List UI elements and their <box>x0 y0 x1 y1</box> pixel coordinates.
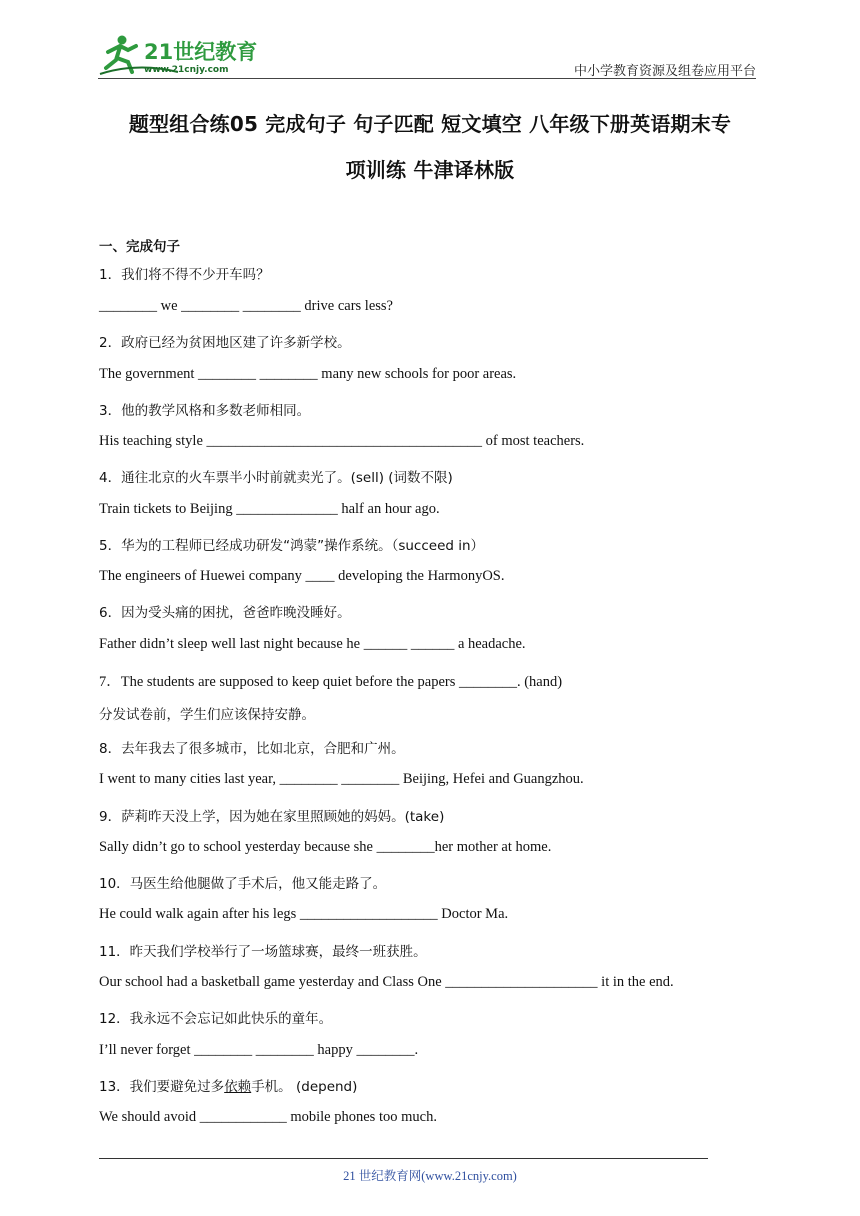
question-4-english: Train tickets to Beijing ______________ half an hour ago. <box>99 501 440 517</box>
question-7-english: 7．The students are supposed to keep quiet before the papers ________. (hand) <box>99 674 563 690</box>
question-9-english: Sally didn’t go to school yesterday because she ________her mother at home. <box>99 839 552 855</box>
question-1-chinese: 1．我们将不得不少开车吗？ <box>99 267 270 283</box>
header-platform-name: 中小学教育资源及组卷应用平台 <box>573 64 756 79</box>
question-3-english: His teaching style ______________________________________ of most teachers. <box>99 433 585 449</box>
header-divider <box>98 78 756 79</box>
question-1-english: ________ we ________ ________ drive cars less? <box>99 298 393 314</box>
question-3-chinese: 3．他的教学风格和多数老师相同。 <box>99 403 311 419</box>
page-title-line-2: 项训练 牛津译林版 <box>345 158 515 182</box>
question-5-chinese: 5．华为的工程师已经成功研发“鸿蒙”操作系统。（succeed in） <box>99 538 485 554</box>
section-title: 一、完成句子 <box>99 239 180 255</box>
21cnjy-logo <box>98 32 258 76</box>
question-2-chinese: 2．政府已经为贫困地区建了许多新学校。 <box>99 335 351 351</box>
question-6-chinese: 6．因为受头痛的困扰，爸爸昨晚没睡好。 <box>99 605 351 621</box>
page-title-line-1: 题型组合练05 完成句子 句子匹配 短文填空 八年级下册英语期末专 <box>128 112 732 136</box>
question-13-english: We should avoid ____________ mobile phones too much. <box>99 1109 437 1125</box>
question-5-english: The engineers of Huewei company ____ developing the HarmonyOS. <box>99 568 505 584</box>
page-header <box>98 30 756 80</box>
question-12-chinese: 12．我永远不会忘记如此快乐的童年。 <box>99 1011 333 1027</box>
question-4-chinese: 4．通往北京的火车票半小时前就卖光了。(sell) (词数不限) <box>99 470 453 486</box>
footer-text: 21 世纪教育网(www.21cnjy.com) <box>343 1169 517 1183</box>
question-8-english: I went to many cities last year, ________ ________ Beijing, Hefei and Guangzhou. <box>99 771 584 787</box>
question-12-english: I’ll never forget ________ ________ happy ________. <box>99 1042 419 1058</box>
question-10-english: He could walk again after his legs ___________________ Doctor Ma. <box>99 906 509 922</box>
question-2-english: The government ________ ________ many new schools for poor areas. <box>99 366 517 382</box>
question-8-chinese: 8．去年我去了很多城市，比如北京，合肥和广州。 <box>99 741 405 757</box>
question-11-english: Our school had a basketball game yesterday and Class One _____________________ it in the end. <box>99 974 674 990</box>
question-10-chinese: 10．马医生给他腿做了手术后，他又能走路了。 <box>99 876 387 892</box>
question-7-chinese: 分发试卷前，学生们应该保持安静。 <box>99 707 315 723</box>
question-13-underlined-word: 依赖 <box>224 1079 252 1095</box>
footer-divider <box>99 1158 708 1159</box>
question-9-chinese: 9．萨莉昨天没上学，因为她在家里照顾她的妈妈。(take) <box>99 809 445 825</box>
question-13-chinese <box>99 1075 357 1095</box>
question-11-chinese: 11．昨天我们学校举行了一场篮球赛，最终一班获胜。 <box>99 944 427 960</box>
question-13-chinese-pre: 13．我们要避免过多 <box>99 1079 225 1095</box>
question-13-chinese-post: 手机。 (depend) <box>251 1079 358 1095</box>
logo-text: 21世纪教育 <box>144 40 258 64</box>
logo-url: www.21cnjy.com <box>144 65 229 75</box>
question-6-english: Father didn’t sleep well last night because he ______ ______ a headache. <box>99 636 526 652</box>
